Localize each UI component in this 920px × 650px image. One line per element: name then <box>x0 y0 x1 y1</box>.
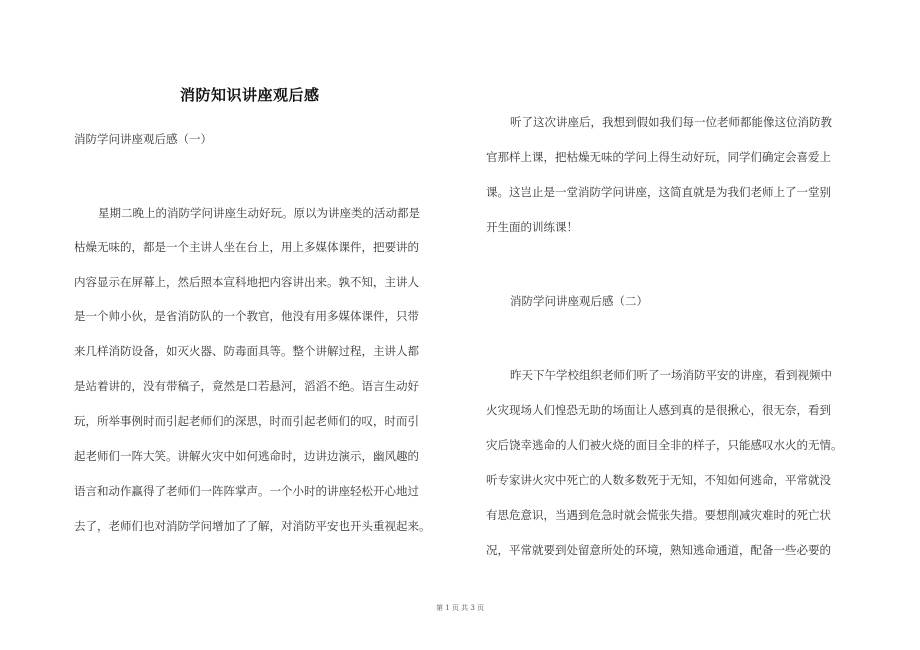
document-title: 消防知识讲座观后感 <box>180 86 320 104</box>
left-paragraph-line: 是一个帅小伙，是省消防队的一个教官，他没有用多媒体课件，只带 <box>74 309 419 323</box>
right-paragraph-line: 官那样上课，把枯燥无味的学问上得生动好玩，同学们确定会喜爱上 <box>486 150 831 164</box>
left-paragraph-line: 枯燥无味的，都是一个主讲人坐在台上，用上多媒体课件，把要讲的 <box>74 240 419 254</box>
left-paragraph-line: 语言和动作赢得了老师们一阵阵掌声。一个小时的讲座轻松开心地过 <box>74 484 419 498</box>
left-subtitle: 消防学问讲座观后感（一） <box>74 132 212 146</box>
right-paragraph-line: 课。这岂止是一堂消防学问讲座，这简直就是为我们老师上了一堂别 <box>486 185 831 199</box>
left-paragraph-line: 去了，老师们也对消防学问增加了了解，对消防平安也开头重视起来。 <box>74 519 431 533</box>
right-paragraph-line: 火灾现场人们惶恐无助的场面让人感到真的是很揪心，很无奈，看到 <box>486 403 831 417</box>
right-paragraph-line: 听了这次讲座后，我想到假如我们每一位老师都能像这位消防教 <box>510 115 832 129</box>
right-paragraph-line: 昨天下午学校组织老师们听了一场消防平安的讲座，看到视频中 <box>510 368 832 382</box>
left-paragraph-line: 内容显示在屏幕上，然后照本宣科地把内容讲出来。孰不知，主讲人 <box>74 275 419 289</box>
left-paragraph-line: 是站着讲的，没有带稿子，竟然是口若悬河，滔滔不绝。语言生动好 <box>74 379 419 393</box>
left-paragraph-line: 来几样消防设备，如灭火器、防毒面具等。整个讲解过程，主讲人都 <box>74 344 419 358</box>
right-paragraph-line: 开生面的训练课！ <box>486 220 578 234</box>
right-paragraph-line: 有思危意识，当遇到危急时就会慌张失措。要想削减灾难时的死亡状 <box>486 508 831 522</box>
right-subtitle: 消防学问讲座观后感（二） <box>510 294 648 308</box>
right-paragraph-line: 况，平常就要到处留意所处的环境，熟知逃命通道，配备一些必要的 <box>486 543 831 557</box>
left-paragraph-line: 星期二晚上的消防学问讲座生动好玩。原以为讲座类的活动都是 <box>98 206 420 220</box>
left-paragraph-line: 起老师们一阵大笑。讲解火灾中如何逃命时，边讲边演示，幽风趣的 <box>74 449 419 463</box>
page-footer: 第 1 页 共 3 页 <box>435 604 485 612</box>
right-paragraph-line: 灾后饶幸逃命的人们被火烧的面目全非的样子，只能感叹水火的无情。 <box>486 438 843 452</box>
right-paragraph-line: 听专家讲火灾中死亡的人数多数死于无知，不知如何逃命，平常就没 <box>486 473 831 487</box>
left-paragraph-line: 玩，所举事例时而引起老师们的深思，时而引起老师们的叹，时而引 <box>74 414 419 428</box>
